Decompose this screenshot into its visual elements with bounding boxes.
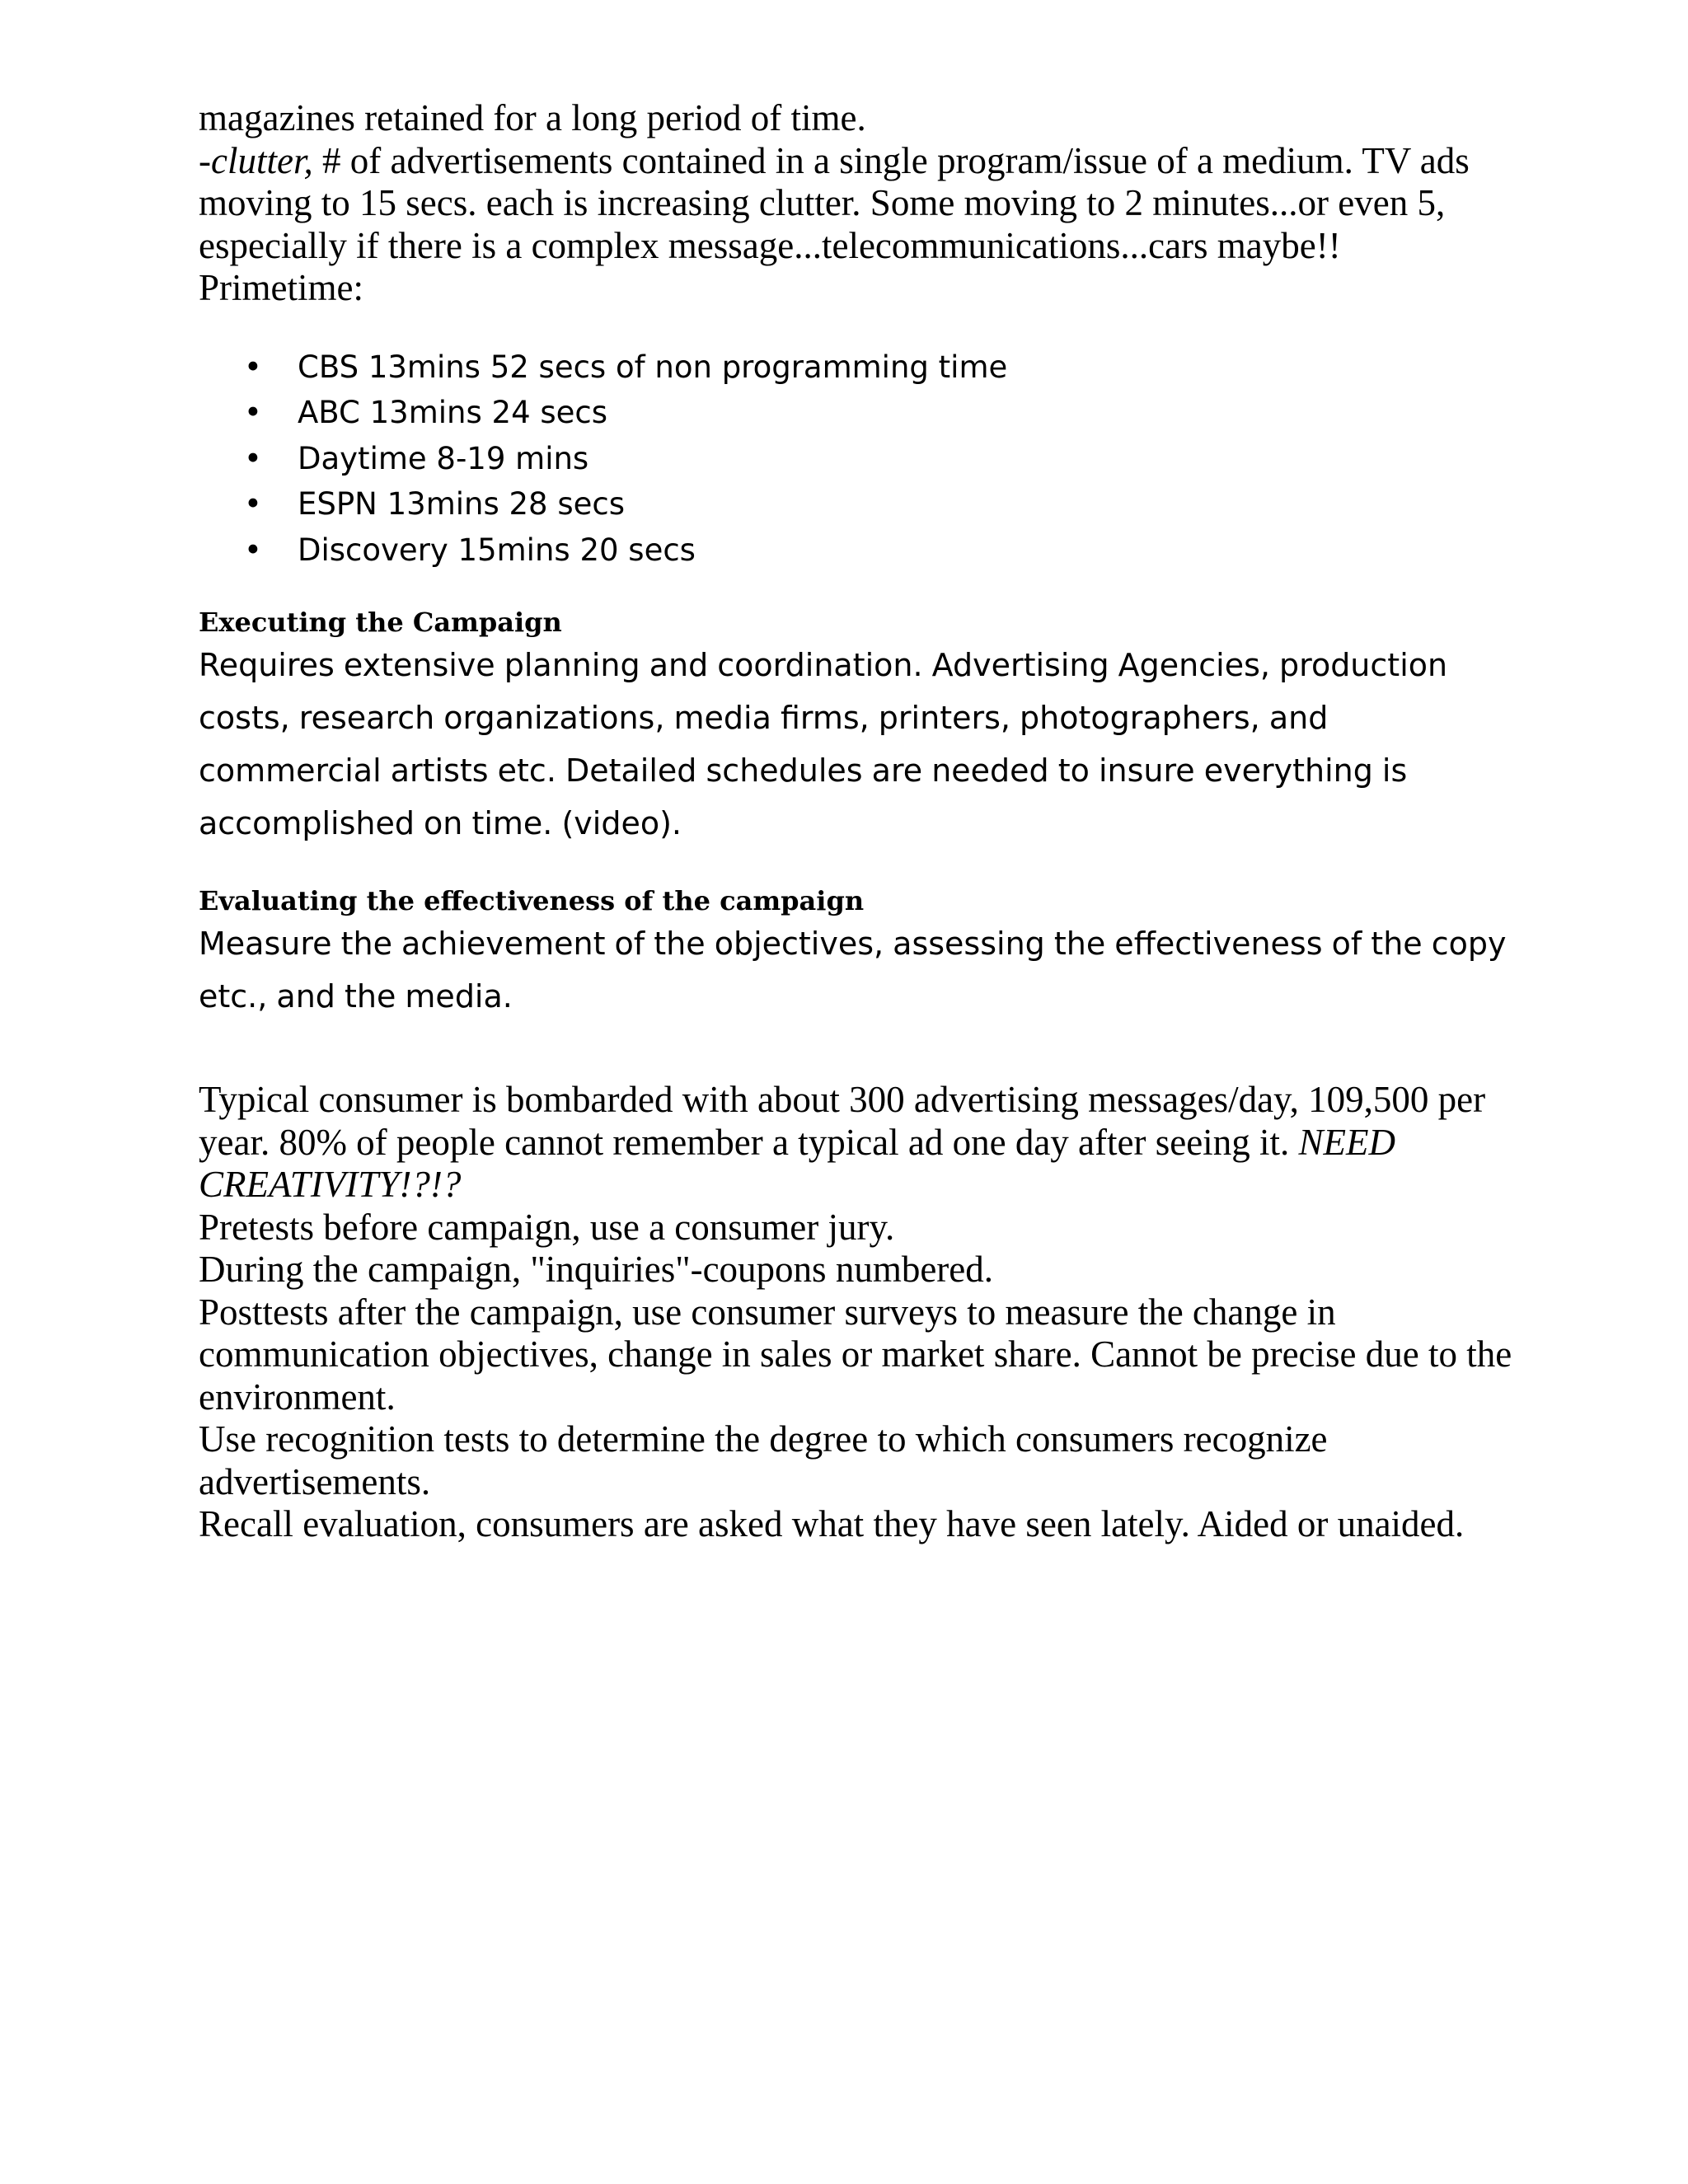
intro-block	[199, 97, 1517, 310]
primetime-list	[199, 344, 1517, 574]
recognition-paragraph: Use recognition tests to determine the degree to which consumers recognize advertisements.	[199, 1418, 1328, 1502]
pretests-line: Pretests before campaign, use a consumer jury.	[199, 1206, 895, 1248]
list-item-text: CBS 13mins 52 secs of non programming time	[298, 349, 1008, 385]
bullet-icon: •	[244, 349, 262, 385]
executing-body: Requires extensive planning and coordination. Advertising Agencies, production costs, research organizations, media firms, printers, photographers, and commercial artists etc. Detailed schedules are needed to insure everything is accomplished on time. (video).	[199, 647, 1448, 841]
consumer-text: Typical consumer is bombarded with about 300 advertising messages/day, 109,500 per year. 80% of people cannot remember a typical ad one day after seeing it.	[199, 1079, 1486, 1163]
posttests-paragraph: Posttests after the campaign, use consumer surveys to measure the change in communication objectives, change in sales or market share. Cannot be precise due to the environment.	[199, 1291, 1512, 1418]
bullet-icon: •	[244, 532, 262, 568]
primetime-label: Primetime:	[199, 267, 363, 308]
list-item-text: ESPN 13mins 28 secs	[298, 486, 626, 522]
recall-line: Recall evaluation, consumers are asked what they have seen lately. Aided or unaided.	[199, 1503, 1465, 1544]
bullet-icon: •	[244, 440, 262, 476]
document-page	[199, 97, 1517, 1546]
list-item	[199, 390, 1517, 436]
evaluating-heading: Evaluating the effectiveness of the campaign	[199, 885, 865, 916]
creativity-emphasis: NEED CREATIVITY!?!?	[199, 1121, 1395, 1205]
during-line: During the campaign, "inquiries"-coupons numbered.	[199, 1249, 994, 1290]
list-item	[199, 436, 1517, 482]
clutter-term: clutter,	[211, 139, 313, 181]
clutter-prefix: -	[199, 139, 211, 181]
consumer-paragraph	[199, 1079, 1517, 1207]
evaluating-body: Measure the achievement of the objectives, assessing the effectiveness of the copy etc., and the media.	[199, 926, 1507, 1015]
intro-line: magazines retained for a long period of time.	[199, 97, 866, 138]
list-item-text: ABC 13mins 24 secs	[298, 395, 608, 430]
list-item-text: Daytime 8-19 mins	[298, 440, 589, 476]
clutter-paragraph	[199, 140, 1517, 268]
evaluating-section	[199, 884, 1517, 1023]
list-item-text: Discovery 15mins 20 secs	[298, 532, 696, 568]
clutter-description: # of advertisements contained in a single program/issue of a medium. TV ads moving to 15 secs. each is increasing clutter. Some moving to 2 minutes...or even 5, especially if there is a complex message...telecommunications...cars maybe!!	[199, 139, 1470, 266]
list-item	[199, 527, 1517, 574]
list-item	[199, 481, 1517, 527]
bullet-icon: •	[244, 486, 262, 522]
executing-section	[199, 606, 1517, 850]
closing-block	[199, 1079, 1517, 1546]
bullet-icon: •	[244, 395, 262, 430]
list-item	[199, 344, 1517, 391]
executing-heading: Executing the Campaign	[199, 607, 562, 638]
